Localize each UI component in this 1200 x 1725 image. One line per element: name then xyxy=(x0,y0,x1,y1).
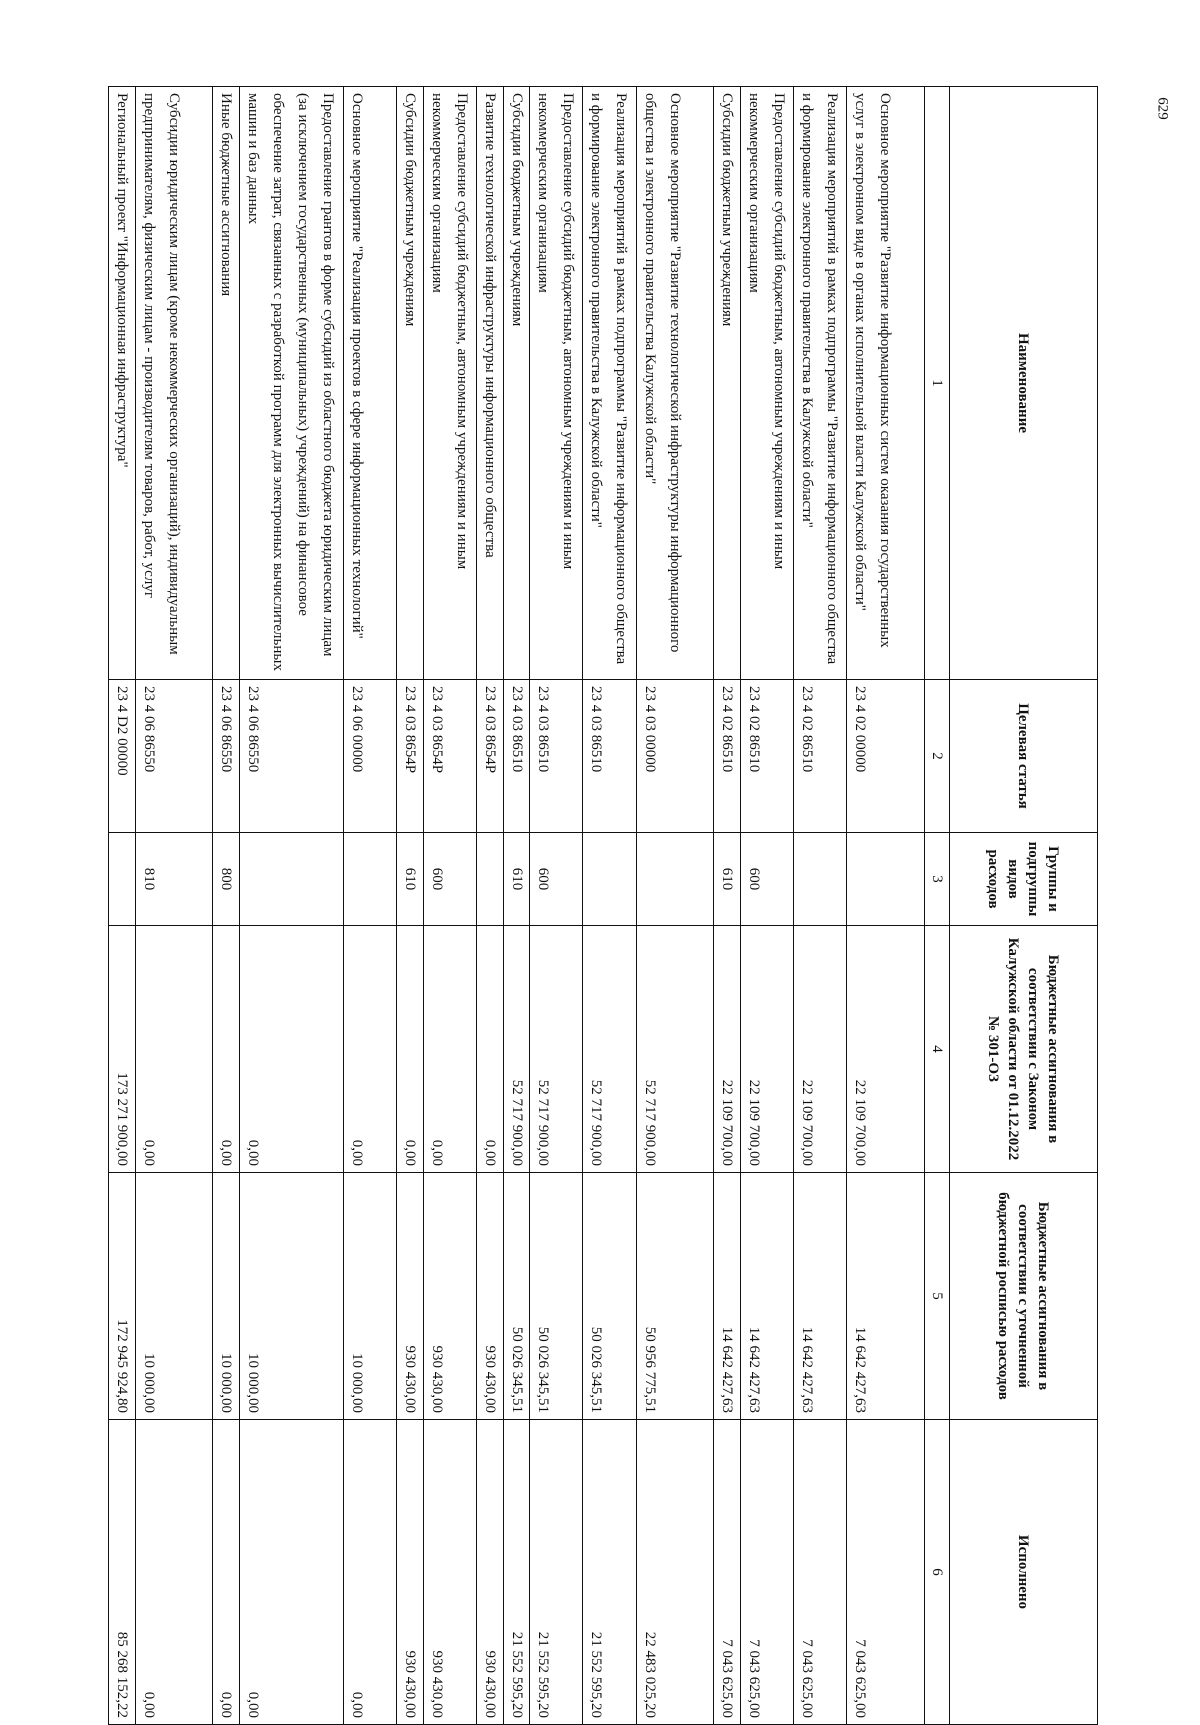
row-executed-amount: 7 043 625,00 xyxy=(847,1420,925,1725)
row-refined-amount: 10 000,00 xyxy=(344,1173,397,1420)
table-row xyxy=(740,87,793,1725)
row-expense-group: 810 xyxy=(135,833,213,926)
row-executed-amount: 7 043 625,00 xyxy=(794,1420,847,1725)
row-target-article: 23 4 03 8654Р xyxy=(397,680,424,833)
column-index: 6 xyxy=(925,1420,950,1725)
row-expense-group: 610 xyxy=(714,833,741,926)
budget-table xyxy=(108,86,1098,1725)
table-row xyxy=(503,87,530,1725)
table-header xyxy=(925,87,1098,1725)
row-name: Субсидии бюджетным учреждениям xyxy=(503,87,530,680)
row-refined-amount: 50 026 345,51 xyxy=(503,1173,530,1420)
table-row xyxy=(583,87,636,1725)
row-refined-amount: 50 956 775,51 xyxy=(636,1173,714,1420)
header-expense-group: Группы и подгруппы видов расходов xyxy=(950,833,1098,926)
row-law-amount: 52 717 900,00 xyxy=(583,926,636,1173)
row-name: Предоставление субсидий бюджетным, автономным учреждениям и иным некоммерческим организациям xyxy=(740,87,793,680)
row-name: Предоставление грантов в форме субсидий из областного бюджета юридическим лицам (за исключением государственных (муниципальных) учреждений) на финансовое обеспечение затрат, связанных с разработкой программ для электронных вычислительных машин и баз данных xyxy=(239,87,343,680)
row-target-article: 23 4 02 86510 xyxy=(794,680,847,833)
row-expense-group xyxy=(239,833,343,926)
table-row xyxy=(530,87,583,1725)
row-name: Основное мероприятие "Развитие технологической инфраструктуры информационного общества и электронного правительства Калужской области" xyxy=(636,87,714,680)
row-refined-amount: 14 642 427,63 xyxy=(740,1173,793,1420)
row-target-article: 23 4 03 86510 xyxy=(530,680,583,833)
row-expense-group: 610 xyxy=(397,833,424,926)
row-expense-group xyxy=(477,833,504,926)
row-executed-amount: 0,00 xyxy=(213,1420,240,1725)
row-law-amount: 22 109 700,00 xyxy=(740,926,793,1173)
row-law-amount: 0,00 xyxy=(213,926,240,1173)
row-target-article: 23 4 06 00000 xyxy=(344,680,397,833)
row-target-article: 23 4 02 86510 xyxy=(714,680,741,833)
row-refined-amount: 50 026 345,51 xyxy=(530,1173,583,1420)
row-name: Реализация мероприятий в рамках подпрограммы "Развитие информационного общества и формирование электронного правительства в Калужской области" xyxy=(583,87,636,680)
row-expense-group xyxy=(344,833,397,926)
row-executed-amount: 0,00 xyxy=(135,1420,213,1725)
row-name: Реализация мероприятий в рамках подпрограммы "Развитие информационного общества и формирование электронного правительства в Калужской области" xyxy=(794,87,847,680)
row-target-article: 23 4 06 86550 xyxy=(135,680,213,833)
header-row xyxy=(950,87,1098,1725)
header-target-article: Целевая статья xyxy=(950,680,1098,833)
row-refined-amount: 14 642 427,63 xyxy=(794,1173,847,1420)
table-row xyxy=(477,87,504,1725)
row-executed-amount: 7 043 625,00 xyxy=(714,1420,741,1725)
row-target-article: 23 4 03 00000 xyxy=(636,680,714,833)
row-expense-group xyxy=(847,833,925,926)
row-target-article: 23 4 03 86510 xyxy=(503,680,530,833)
table-row xyxy=(636,87,714,1725)
table-row xyxy=(424,87,477,1725)
header-law-allocations: Бюджетные ассигнования в соответствии с Законом Калужской области от 01.12.2022 № 301-ОЗ xyxy=(950,926,1098,1173)
table-row xyxy=(344,87,397,1725)
row-target-article: 23 4 D2 00000 xyxy=(109,680,136,833)
row-executed-amount: 0,00 xyxy=(344,1420,397,1725)
table-body xyxy=(109,87,925,1725)
table-row xyxy=(213,87,240,1725)
row-executed-amount: 930 430,00 xyxy=(477,1420,504,1725)
row-law-amount: 173 271 900,00 xyxy=(109,926,136,1173)
column-index: 3 xyxy=(925,833,950,926)
row-refined-amount: 930 430,00 xyxy=(477,1173,504,1420)
column-index: 4 xyxy=(925,926,950,1173)
column-index: 1 xyxy=(925,87,950,680)
row-expense-group: 600 xyxy=(740,833,793,926)
row-refined-amount: 50 026 345,51 xyxy=(583,1173,636,1420)
row-target-article: 23 4 03 86510 xyxy=(583,680,636,833)
row-refined-amount: 10 000,00 xyxy=(213,1173,240,1420)
table-row xyxy=(135,87,213,1725)
row-name: Региональный проект "Информационная инфраструктура" xyxy=(109,87,136,680)
table-row xyxy=(397,87,424,1725)
row-expense-group: 610 xyxy=(503,833,530,926)
row-executed-amount: 930 430,00 xyxy=(397,1420,424,1725)
row-law-amount: 52 717 900,00 xyxy=(530,926,583,1173)
row-expense-group: 800 xyxy=(213,833,240,926)
row-name: Иные бюджетные ассигнования xyxy=(213,87,240,680)
row-target-article: 23 4 03 8654Р xyxy=(424,680,477,833)
row-refined-amount: 930 430,00 xyxy=(397,1173,424,1420)
row-name: Предоставление субсидий бюджетным, автономным учреждениям и иным некоммерческим организациям xyxy=(424,87,477,680)
row-executed-amount: 85 268 152,22 xyxy=(109,1420,136,1725)
row-law-amount: 0,00 xyxy=(397,926,424,1173)
column-index-row xyxy=(925,87,950,1725)
row-refined-amount: 14 642 427,63 xyxy=(714,1173,741,1420)
row-name: Основное мероприятие "Реализация проектов в сфере информационных технологий" xyxy=(344,87,397,680)
row-name: Основное мероприятие "Развитие информационных систем оказания государственных услуг в электронном виде в органах исполнительной власти Калужской области" xyxy=(847,87,925,680)
row-executed-amount: 930 430,00 xyxy=(424,1420,477,1725)
table-row xyxy=(714,87,741,1725)
row-target-article: 23 4 03 8654Р xyxy=(477,680,504,833)
row-expense-group xyxy=(583,833,636,926)
row-law-amount: 0,00 xyxy=(344,926,397,1173)
column-index: 5 xyxy=(925,1173,950,1420)
row-name: Развитие технологической инфраструктуры информационного общества xyxy=(477,87,504,680)
header-refined-allocations: Бюджетные ассигнования в соответствии с уточненной бюджетной росписью расходов xyxy=(950,1173,1098,1420)
row-expense-group xyxy=(794,833,847,926)
row-expense-group: 600 xyxy=(530,833,583,926)
header-name: Наименование xyxy=(950,87,1098,680)
row-executed-amount: 21 552 595,20 xyxy=(503,1420,530,1725)
row-expense-group xyxy=(636,833,714,926)
table-row xyxy=(109,87,136,1725)
table-row xyxy=(847,87,925,1725)
rotated-page-content xyxy=(108,86,1098,1718)
row-executed-amount: 21 552 595,20 xyxy=(583,1420,636,1725)
row-target-article: 23 4 06 86550 xyxy=(213,680,240,833)
page-number: 629 xyxy=(1154,97,1171,120)
row-law-amount: 22 109 700,00 xyxy=(714,926,741,1173)
row-refined-amount: 14 642 427,63 xyxy=(847,1173,925,1420)
row-law-amount: 22 109 700,00 xyxy=(794,926,847,1173)
row-refined-amount: 930 430,00 xyxy=(424,1173,477,1420)
table-row xyxy=(794,87,847,1725)
row-law-amount: 0,00 xyxy=(477,926,504,1173)
row-name: Субсидии бюджетным учреждениям xyxy=(714,87,741,680)
row-expense-group xyxy=(109,833,136,926)
row-refined-amount: 172 945 924,80 xyxy=(109,1173,136,1420)
row-target-article: 23 4 02 86510 xyxy=(740,680,793,833)
row-target-article: 23 4 06 86550 xyxy=(239,680,343,833)
column-index: 2 xyxy=(925,680,950,833)
row-name: Субсидии юридическим лицам (кроме некоммерческих организаций), индивидуальным предпринимателям, физическим лицам - производителям товаров, работ, услуг xyxy=(135,87,213,680)
row-target-article: 23 4 02 00000 xyxy=(847,680,925,833)
row-law-amount: 0,00 xyxy=(424,926,477,1173)
row-name: Предоставление субсидий бюджетным, автономным учреждениям и иным некоммерческим организациям xyxy=(530,87,583,680)
row-law-amount: 52 717 900,00 xyxy=(636,926,714,1173)
row-executed-amount: 7 043 625,00 xyxy=(740,1420,793,1725)
row-expense-group: 600 xyxy=(424,833,477,926)
row-executed-amount: 21 552 595,20 xyxy=(530,1420,583,1725)
row-law-amount: 0,00 xyxy=(239,926,343,1173)
header-executed: Исполнено xyxy=(950,1420,1098,1725)
row-refined-amount: 10 000,00 xyxy=(239,1173,343,1420)
row-executed-amount: 22 483 025,20 xyxy=(636,1420,714,1725)
row-law-amount: 0,00 xyxy=(135,926,213,1173)
row-refined-amount: 10 000,00 xyxy=(135,1173,213,1420)
table-row xyxy=(239,87,343,1725)
row-name: Субсидии бюджетным учреждениям xyxy=(397,87,424,680)
row-law-amount: 52 717 900,00 xyxy=(503,926,530,1173)
row-law-amount: 22 109 700,00 xyxy=(847,926,925,1173)
row-executed-amount: 0,00 xyxy=(239,1420,343,1725)
